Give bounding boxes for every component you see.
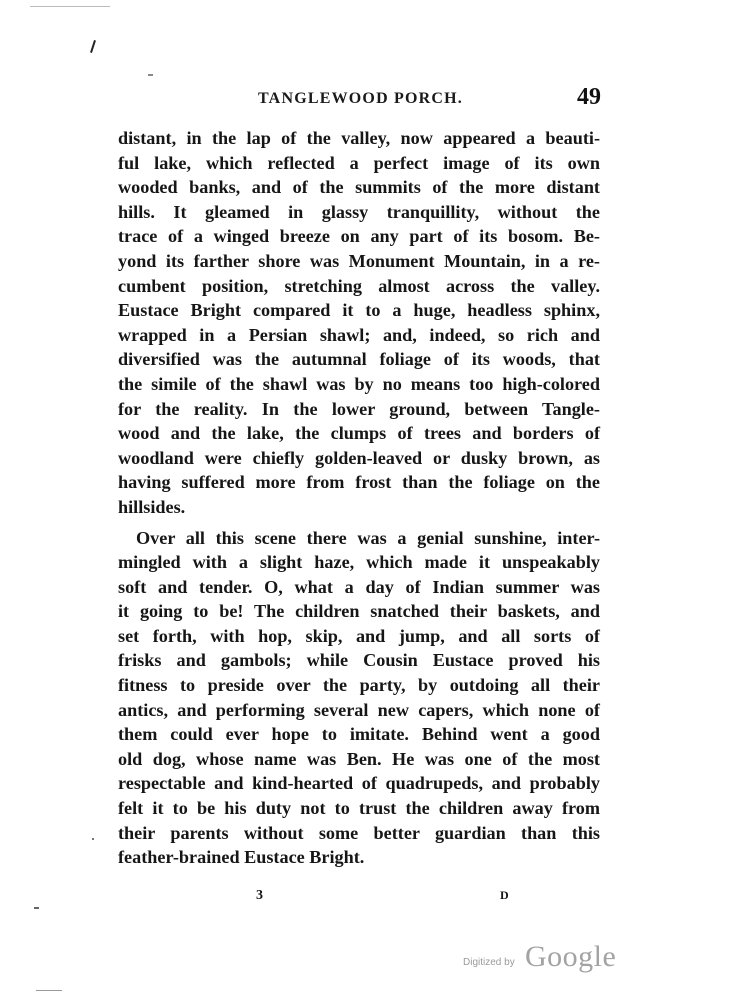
text-line: yond its farther shore was Monument Mountain, in a re- <box>118 250 600 271</box>
text-line: old dog, whose name was Ben. He was one of the most <box>118 748 600 769</box>
text-line: wooded banks, and of the summits of the more distant <box>118 177 600 198</box>
text-line: mingled with a slight haze, which made it unspeakably <box>118 552 600 573</box>
text-line: them could ever hope to imitate. Behind went a good <box>118 724 600 745</box>
text-line: cumbent position, stretching almost across the valley. <box>118 275 600 296</box>
signature-marks <box>250 888 520 910</box>
text-line: it going to be! The children snatched their baskets, and <box>118 601 600 622</box>
text-line: soft and tender. O, what a day of Indian summer was <box>118 576 600 597</box>
text-line: distant, in the lap of the valley, now appeared a beauti- <box>118 128 600 148</box>
scan-speck <box>36 990 62 991</box>
text-line: the simile of the shawl was by no means too high-colored <box>118 373 600 394</box>
text-line: frisks and gambols; while Cousin Eustace proved his <box>118 650 600 671</box>
signature-right: D <box>500 888 509 902</box>
text-line: wrapped in a Persian shawl; and, indeed, so rich and <box>118 324 600 345</box>
text-line: wood and the lake, the clumps of trees and borders of <box>118 423 600 444</box>
digitizer-watermark <box>463 940 623 980</box>
text-line: hillsides. <box>118 496 186 517</box>
page-number: 49 <box>577 84 601 110</box>
scan-speck <box>34 907 39 909</box>
page-header <box>258 86 601 112</box>
text-line: Eustace Bright compared it to a huge, headless sphinx, <box>118 300 600 321</box>
text-line: Over all this scene there was a genial sunshine, inter- <box>136 527 600 548</box>
signature-left: 3 <box>256 888 263 903</box>
scan-speck <box>90 40 96 53</box>
watermark-prefix: Digitized by <box>463 957 515 968</box>
text-line: having suffered more from frost than the foliage on the <box>118 472 600 493</box>
body-text <box>118 126 600 870</box>
text-line: trace of a winged breeze on any part of its bosom. Be- <box>118 226 600 247</box>
text-line: feather-brained Eustace Bright. <box>118 847 365 868</box>
text-line: their parents without some better guardian than this <box>118 822 600 843</box>
google-logo: Google <box>525 940 617 973</box>
scan-speck <box>148 74 153 76</box>
text-line: diversified was the autumnal foliage of its woods, that <box>118 349 600 370</box>
text-line: respectable and kind-hearted of quadrupeds, and probably <box>118 773 600 794</box>
text-line: set forth, with hop, skip, and jump, and all sorts of <box>118 625 600 646</box>
scan-speck <box>30 6 110 7</box>
text-line: antics, and performing several new capers, which none of <box>118 699 600 720</box>
running-head: TANGLEWOOD PORCH. <box>258 90 464 107</box>
text-line: for the reality. In the lower ground, between Tangle- <box>118 398 600 419</box>
text-line: felt it to be his duty not to trust the children away from <box>118 798 600 819</box>
text-line: ful lake, which reflected a perfect image of its own <box>118 152 600 173</box>
scan-speck <box>92 838 94 840</box>
text-line: fitness to preside over the party, by outdoing all their <box>118 675 600 696</box>
text-line: hills. It gleamed in glassy tranquillity, without the <box>118 201 600 222</box>
text-line: woodland were chiefly golden-leaved or dusky brown, as <box>118 447 600 468</box>
